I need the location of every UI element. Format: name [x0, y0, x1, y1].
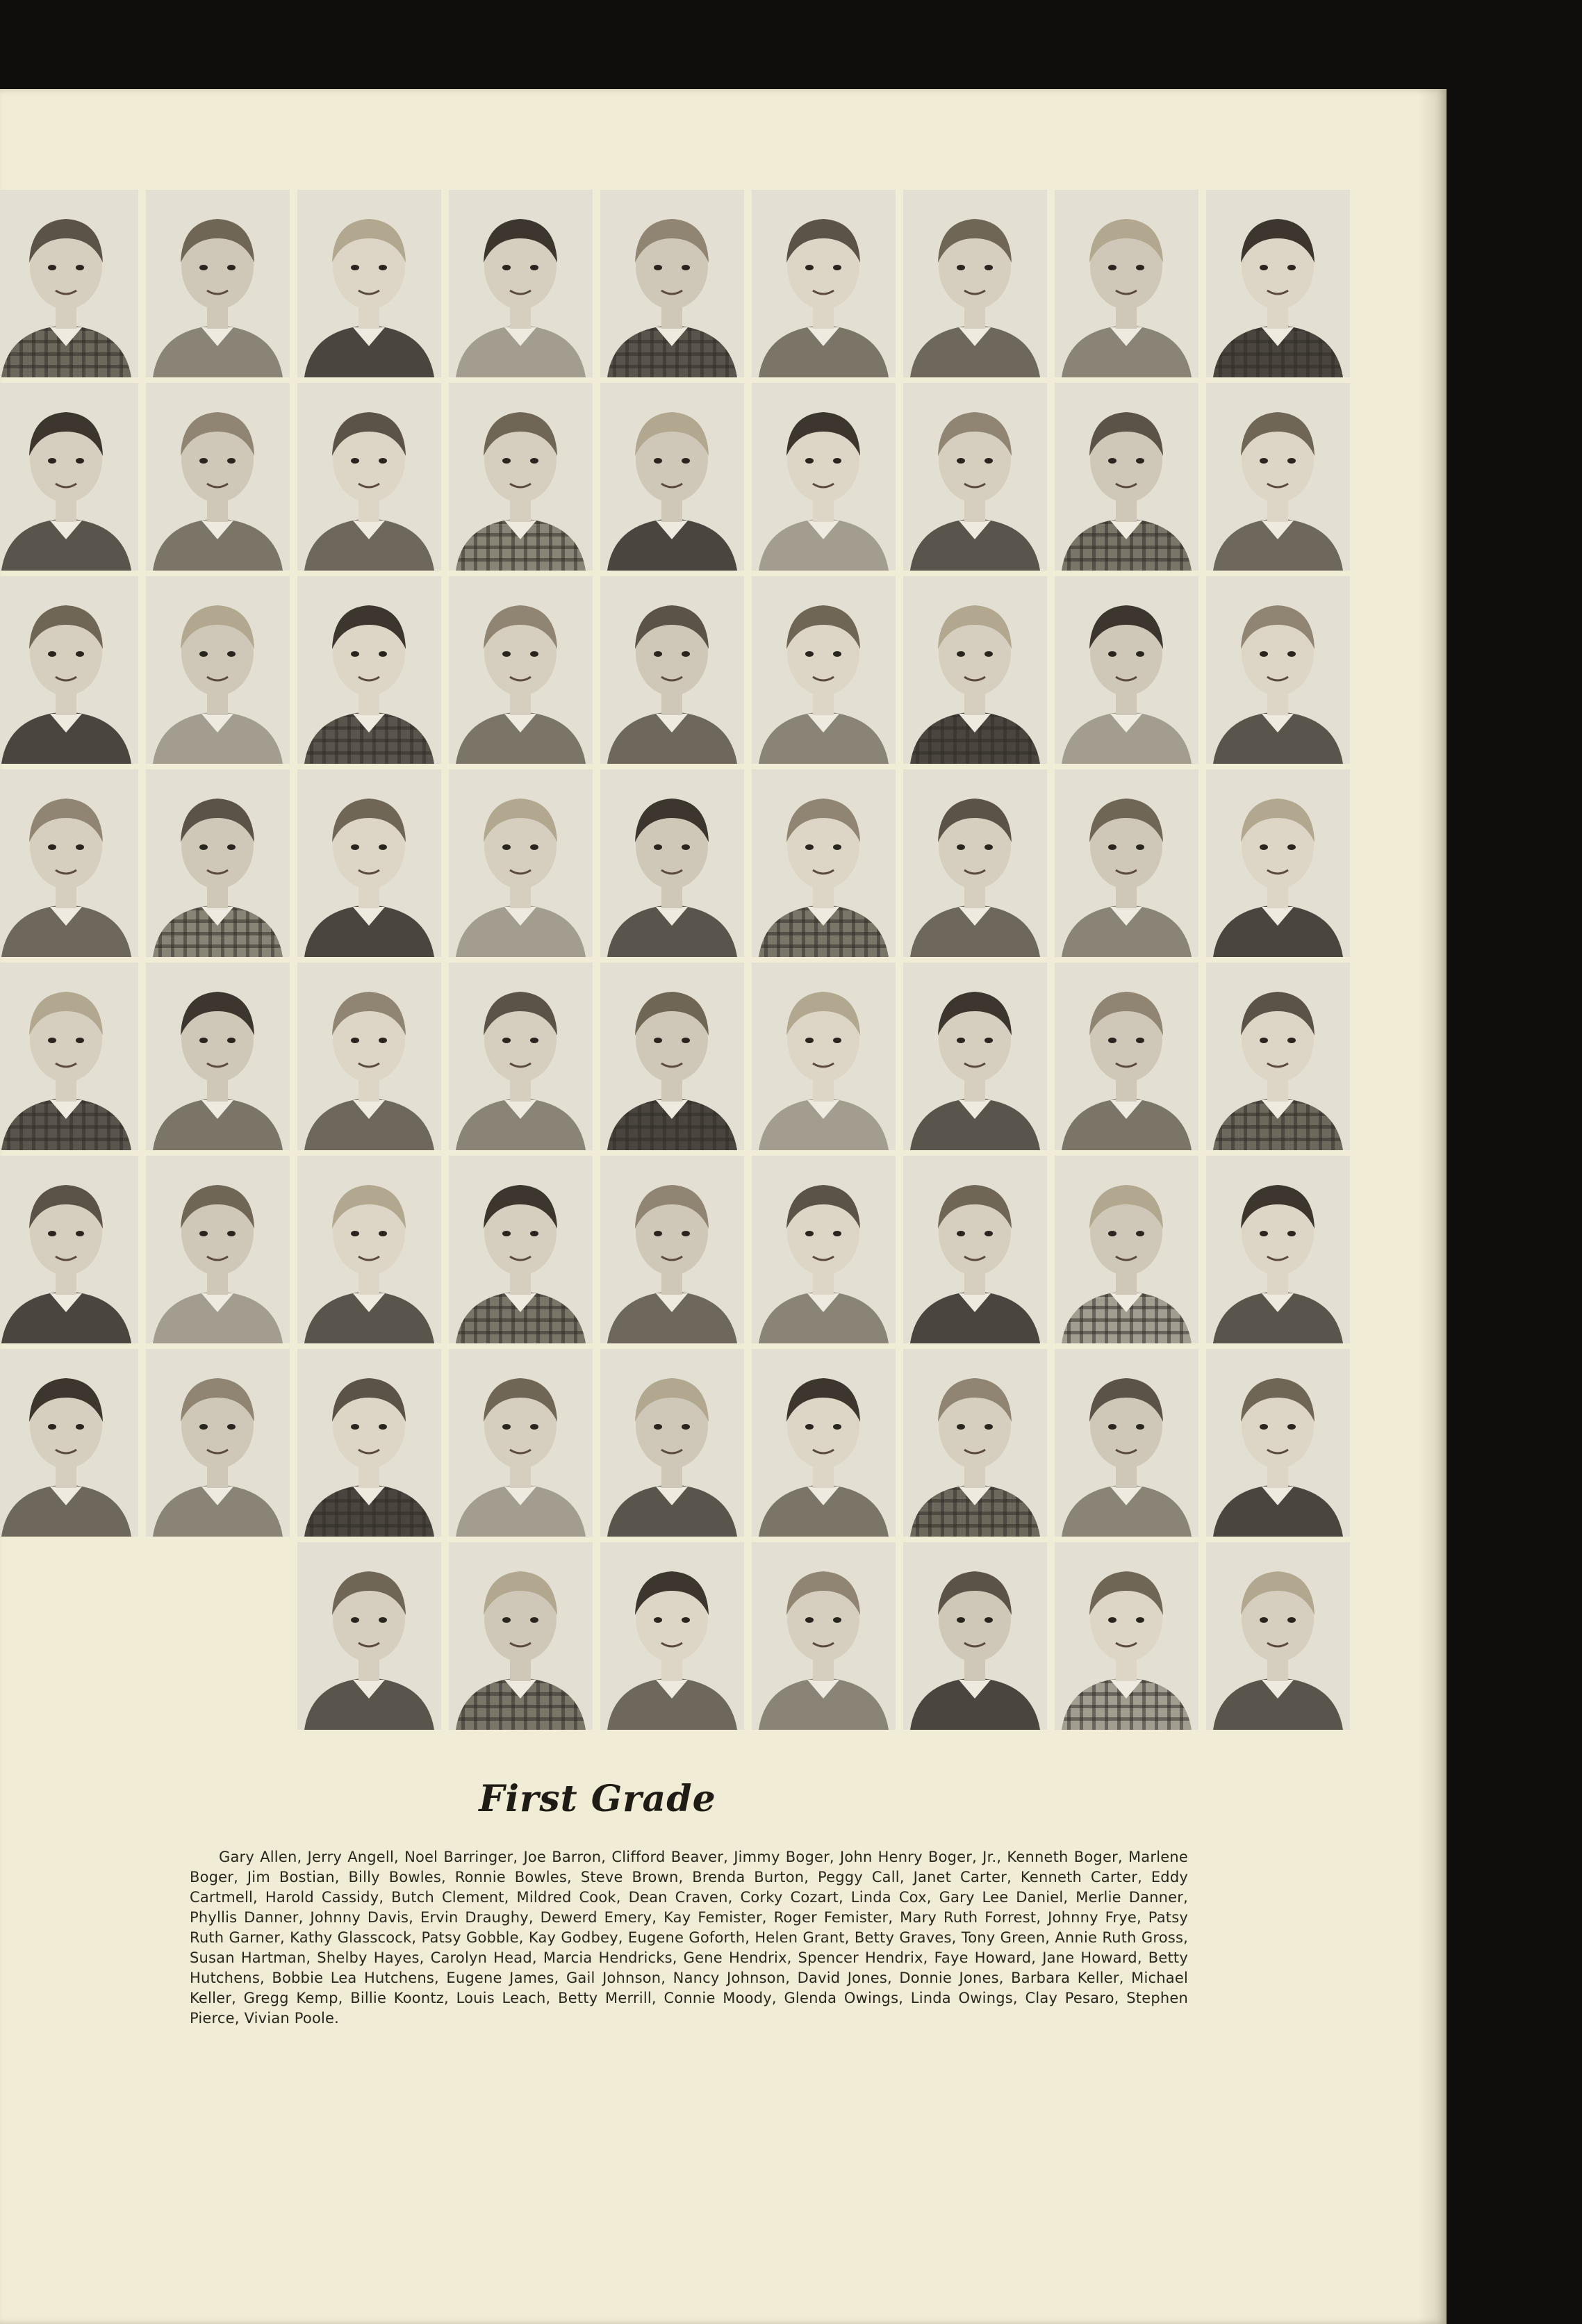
- student-portrait: [1055, 769, 1198, 957]
- section-title: First Grade: [479, 1778, 716, 1820]
- student-portrait: [0, 1156, 138, 1343]
- student-portrait: [752, 1156, 896, 1343]
- student-portrait: [903, 383, 1047, 571]
- student-portrait: [1206, 190, 1350, 377]
- student-portrait: [146, 576, 290, 764]
- student-portrait: [449, 1349, 593, 1537]
- student-portrait: [146, 383, 290, 571]
- student-portrait: [752, 1349, 896, 1537]
- student-portrait: [297, 963, 441, 1150]
- student-portrait: [1206, 963, 1350, 1150]
- student-portrait: [0, 576, 138, 764]
- student-portrait: [752, 190, 896, 377]
- student-portrait: [297, 1542, 441, 1730]
- student-portrait: [600, 576, 744, 764]
- student-portrait: [146, 190, 290, 377]
- student-portrait: [146, 769, 290, 957]
- student-portrait: [600, 1542, 744, 1730]
- student-portrait: [1206, 1156, 1350, 1343]
- student-portrait: [297, 1349, 441, 1537]
- student-portrait: [1055, 383, 1198, 571]
- student-portrait: [1206, 1542, 1350, 1730]
- student-portrait: [146, 1349, 290, 1537]
- student-portrait: [297, 1156, 441, 1343]
- student-portrait: [600, 963, 744, 1150]
- student-portrait: [297, 769, 441, 957]
- student-portrait: [752, 769, 896, 957]
- student-portrait: [752, 963, 896, 1150]
- student-portrait: [0, 190, 138, 377]
- student-portrait: [600, 1349, 744, 1537]
- student-portrait: [1055, 1156, 1198, 1343]
- student-portrait: [449, 769, 593, 957]
- student-portrait: [0, 383, 138, 571]
- student-portrait: [449, 1156, 593, 1343]
- student-portrait: [903, 1542, 1047, 1730]
- student-portrait: [146, 1156, 290, 1343]
- student-portrait: [903, 963, 1047, 1150]
- student-portrait: [752, 576, 896, 764]
- student-portrait: [903, 769, 1047, 957]
- student-portrait: [0, 769, 138, 957]
- student-portrait: [903, 576, 1047, 764]
- student-portrait: [600, 190, 744, 377]
- student-portrait: [0, 1349, 138, 1537]
- student-portrait: [752, 1542, 896, 1730]
- student-portrait: [449, 576, 593, 764]
- student-portrait: [1055, 1349, 1198, 1537]
- student-portrait: [903, 1349, 1047, 1537]
- student-portrait: [1055, 1542, 1198, 1730]
- student-portrait: [449, 1542, 593, 1730]
- page-edge-shadow: [1419, 89, 1447, 2324]
- student-portrait: [1206, 1349, 1350, 1537]
- yearbook-page: [0, 89, 1447, 2324]
- student-portrait: [1206, 769, 1350, 957]
- student-portrait: [752, 383, 896, 571]
- student-portrait: [297, 383, 441, 571]
- student-portrait: [1055, 963, 1198, 1150]
- student-portrait: [903, 190, 1047, 377]
- student-portrait: [600, 1156, 744, 1343]
- student-portrait: [0, 963, 138, 1150]
- student-portrait: [600, 383, 744, 571]
- student-portrait: [903, 1156, 1047, 1343]
- student-portrait: [449, 190, 593, 377]
- student-portrait: [1055, 576, 1198, 764]
- student-portrait: [600, 769, 744, 957]
- student-names-caption: Gary Allen, Jerry Angell, Noel Barringer, Joe Barron, Clifford Beaver, Jimmy Boger, John Henry Boger, Jr., Kenneth Boger, Marlene Boger, Jim Bostian, Billy Bowles, Ronnie Bowles, Steve Brown, Brenda Burton, Peggy Call, Janet Carter, Kenneth Carter, Eddy Cartmell, Harold Cassidy, Butch Clement, Mildred Cook, Dean Craven, Corky Cozart, Linda Cox, Gary Lee Daniel, Merlie Danner, Phyllis Danner, Johnny Davis, Ervin Draughy, Dewerd Emery, Kay Femister, Roger Femister, Mary Ruth Forrest, Johnny Frye, Patsy Ruth Garner, Kathy Glasscock, Patsy Gobble, Kay Godbey, Eugene Goforth, Helen Grant, Betty Graves, Tony Green, Annie Ruth Gross, Susan Hartman, Shelby Hayes, Carolyn Head, Marcia Hendricks, Gene Hendrix, Spencer Hendrix, Faye Howard, Jane Howard, Betty Hutchens, Bobbie Lea Hutchens, Eugene James, Gail Johnson, Nancy Johnson, David Jones, Donnie Jones, Barbara Keller, Michael Keller, Gregg Kemp, Billie Koontz, Louis Leach, Betty Merrill, Connie Moody, Glenda Owings, Linda Owings, Clay Pesaro, Stephen Pierce, Vivian Poole.: [190, 1849, 1188, 2027]
- student-portrait: [1206, 576, 1350, 764]
- student-portrait: [146, 963, 290, 1150]
- student-portrait: [297, 190, 441, 377]
- student-portrait: [449, 383, 593, 571]
- student-portrait: [1206, 383, 1350, 571]
- student-portrait: [297, 576, 441, 764]
- student-portrait: [449, 963, 593, 1150]
- student-portrait: [1055, 190, 1198, 377]
